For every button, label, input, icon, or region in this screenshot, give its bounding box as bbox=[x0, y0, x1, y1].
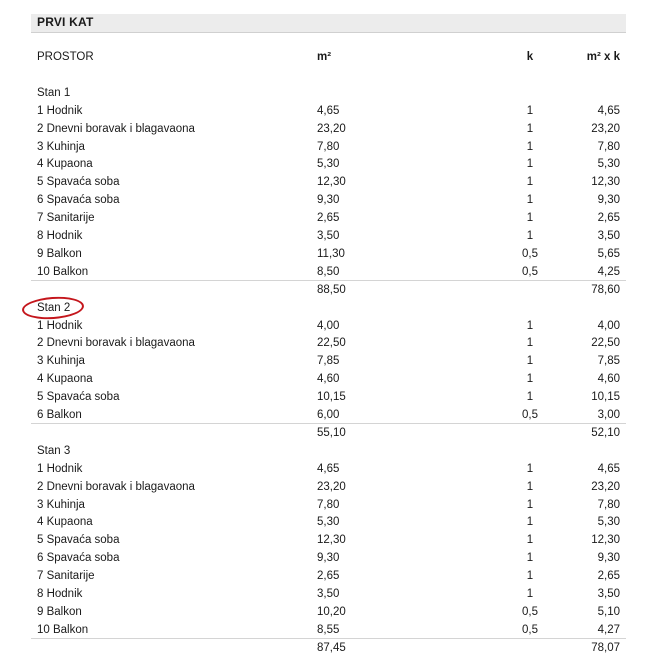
room-weighted-area: 5,10 bbox=[597, 605, 620, 618]
room-weighted-area: 23,20 bbox=[591, 480, 620, 493]
room-coefficient: 1 bbox=[526, 158, 534, 171]
table-row bbox=[0, 138, 653, 156]
room-weighted-area: 7,80 bbox=[597, 498, 620, 511]
room-weighted-area: 4,00 bbox=[597, 319, 620, 332]
room-name: 2 Dnevni boravak i blagavaona bbox=[37, 480, 195, 493]
room-weighted-area: 3,50 bbox=[597, 230, 620, 242]
table-row bbox=[0, 603, 653, 621]
total-weighted-area: 52,10 bbox=[591, 426, 620, 439]
room-coefficient: 1 bbox=[526, 122, 534, 135]
room-name: 9 Balkon bbox=[37, 247, 82, 260]
total-row bbox=[0, 639, 653, 657]
table-row bbox=[0, 370, 653, 388]
table-row bbox=[0, 155, 653, 173]
table-row bbox=[0, 173, 653, 191]
floor-title-bar bbox=[31, 14, 626, 33]
total-row bbox=[0, 281, 653, 299]
room-name: 1 Hodnik bbox=[37, 462, 83, 475]
column-header-m2k: m² x k bbox=[586, 51, 620, 63]
room-area: 8,50 bbox=[317, 265, 340, 278]
table-row bbox=[0, 531, 653, 549]
room-name: 5 Spavaća soba bbox=[37, 176, 120, 189]
room-coefficient: 1 bbox=[526, 534, 534, 547]
table-row bbox=[0, 352, 653, 370]
room-coefficient: 1 bbox=[526, 552, 534, 565]
room-coefficient: 1 bbox=[526, 570, 534, 583]
room-weighted-area: 23,20 bbox=[591, 122, 620, 135]
table-row bbox=[0, 245, 653, 263]
room-coefficient: 1 bbox=[526, 212, 534, 225]
room-coefficient: 0,5 bbox=[522, 409, 538, 421]
section-heading: Stan 2 bbox=[37, 301, 71, 314]
room-area: 5,30 bbox=[317, 516, 340, 529]
room-area: 2,65 bbox=[317, 570, 340, 583]
room-name: 10 Balkon bbox=[37, 265, 89, 278]
table-row bbox=[0, 317, 653, 335]
room-area: 10,20 bbox=[317, 605, 346, 618]
room-weighted-area: 12,30 bbox=[591, 534, 620, 547]
room-weighted-area: 3,50 bbox=[597, 588, 620, 600]
room-area: 3,50 bbox=[317, 230, 340, 242]
table-row bbox=[0, 388, 653, 406]
total-area: 55,10 bbox=[317, 426, 346, 439]
room-area: 7,80 bbox=[317, 140, 340, 153]
room-name: 1 Hodnik bbox=[37, 104, 83, 117]
room-weighted-area: 4,65 bbox=[597, 462, 620, 475]
room-area: 12,30 bbox=[317, 534, 346, 547]
total-row bbox=[0, 424, 653, 442]
table-row bbox=[0, 406, 653, 424]
room-weighted-area: 5,30 bbox=[597, 158, 620, 171]
room-area: 9,30 bbox=[317, 552, 340, 565]
room-coefficient: 1 bbox=[526, 462, 534, 475]
room-name: 1 Hodnik bbox=[37, 319, 83, 332]
room-area: 7,85 bbox=[317, 355, 340, 368]
room-name: 9 Balkon bbox=[37, 605, 82, 618]
room-weighted-area: 7,85 bbox=[597, 355, 620, 368]
section-heading-row bbox=[0, 84, 653, 102]
room-area: 22,50 bbox=[317, 337, 346, 350]
room-area: 8,55 bbox=[317, 623, 340, 636]
room-name: 10 Balkon bbox=[37, 623, 89, 636]
room-weighted-area: 5,65 bbox=[597, 247, 620, 260]
table-row bbox=[0, 263, 653, 281]
room-name: 3 Kuhinja bbox=[37, 140, 85, 153]
table-row bbox=[0, 334, 653, 352]
room-coefficient: 0,5 bbox=[522, 605, 538, 618]
room-weighted-area: 9,30 bbox=[597, 194, 620, 207]
room-coefficient: 1 bbox=[526, 176, 534, 189]
total-weighted-area: 78,60 bbox=[591, 283, 620, 296]
room-area: 4,65 bbox=[317, 104, 340, 117]
column-header-m2: m² bbox=[317, 51, 332, 63]
total-area: 87,45 bbox=[317, 641, 346, 654]
room-coefficient: 1 bbox=[526, 355, 534, 368]
room-area: 4,60 bbox=[317, 373, 340, 386]
room-weighted-area: 4,60 bbox=[597, 373, 620, 386]
column-header-prostor: PROSTOR bbox=[37, 51, 94, 63]
section-heading: Stan 3 bbox=[37, 444, 71, 457]
section-heading-row bbox=[0, 442, 653, 460]
room-area: 5,30 bbox=[317, 158, 340, 171]
room-area: 12,30 bbox=[317, 176, 346, 189]
table-row bbox=[0, 102, 653, 120]
room-weighted-area: 4,25 bbox=[597, 265, 620, 278]
room-coefficient: 1 bbox=[526, 319, 534, 332]
room-coefficient: 0,5 bbox=[522, 247, 538, 260]
room-weighted-area: 3,00 bbox=[597, 409, 620, 421]
room-weighted-area: 5,30 bbox=[597, 516, 620, 529]
section-heading: Stan 1 bbox=[37, 86, 71, 99]
room-weighted-area: 7,80 bbox=[597, 140, 620, 153]
room-name: 6 Balkon bbox=[37, 409, 82, 421]
room-name: 6 Spavaća soba bbox=[37, 194, 120, 207]
total-area: 88,50 bbox=[317, 283, 346, 296]
room-name: 5 Spavaća soba bbox=[37, 391, 120, 404]
room-name: 8 Hodnik bbox=[37, 230, 83, 242]
room-weighted-area: 22,50 bbox=[591, 337, 620, 350]
column-header-k: k bbox=[526, 51, 534, 63]
room-weighted-area: 9,30 bbox=[597, 552, 620, 565]
table-row bbox=[0, 549, 653, 567]
room-name: 3 Kuhinja bbox=[37, 355, 85, 368]
room-name: 8 Hodnik bbox=[37, 588, 83, 600]
room-area: 2,65 bbox=[317, 212, 340, 225]
room-coefficient: 1 bbox=[526, 104, 534, 117]
room-area: 10,15 bbox=[317, 391, 346, 404]
table-row bbox=[0, 585, 653, 603]
room-weighted-area: 4,27 bbox=[597, 623, 620, 636]
room-area: 4,65 bbox=[317, 462, 340, 475]
room-coefficient: 1 bbox=[526, 480, 534, 493]
room-weighted-area: 2,65 bbox=[597, 570, 620, 583]
room-weighted-area: 12,30 bbox=[591, 176, 620, 189]
room-name: 6 Spavaća soba bbox=[37, 552, 120, 565]
room-coefficient: 1 bbox=[526, 498, 534, 511]
table-row bbox=[0, 496, 653, 514]
room-coefficient: 1 bbox=[526, 337, 534, 350]
room-coefficient: 1 bbox=[526, 391, 534, 404]
table-row bbox=[0, 227, 653, 245]
room-weighted-area: 10,15 bbox=[591, 391, 620, 404]
room-name: 7 Sanitarije bbox=[37, 570, 95, 583]
floor-title: PRVI KAT bbox=[37, 15, 94, 29]
table-row bbox=[0, 460, 653, 478]
room-name: 2 Dnevni boravak i blagavaona bbox=[37, 337, 195, 350]
room-coefficient: 1 bbox=[526, 194, 534, 207]
room-coefficient: 1 bbox=[526, 230, 534, 242]
room-area: 6,00 bbox=[317, 409, 340, 421]
room-weighted-area: 2,65 bbox=[597, 212, 620, 225]
room-name: 3 Kuhinja bbox=[37, 498, 85, 511]
table-row bbox=[0, 567, 653, 585]
section-heading-row bbox=[0, 299, 653, 317]
room-name: 4 Kupaona bbox=[37, 516, 93, 529]
room-area: 7,80 bbox=[317, 498, 340, 511]
table-row bbox=[0, 209, 653, 227]
room-name: 5 Spavaća soba bbox=[37, 534, 120, 547]
room-area: 23,20 bbox=[317, 480, 346, 493]
room-coefficient: 0,5 bbox=[522, 623, 538, 636]
room-coefficient: 1 bbox=[526, 588, 534, 600]
room-name: 2 Dnevni boravak i blagavaona bbox=[37, 122, 195, 135]
table-row bbox=[0, 120, 653, 138]
room-weighted-area: 4,65 bbox=[597, 104, 620, 117]
room-name: 7 Sanitarije bbox=[37, 212, 95, 225]
room-area: 3,50 bbox=[317, 588, 340, 600]
table-row bbox=[0, 478, 653, 496]
column-header-row bbox=[0, 48, 653, 66]
room-coefficient: 1 bbox=[526, 516, 534, 529]
room-area: 4,00 bbox=[317, 319, 340, 332]
room-area: 23,20 bbox=[317, 122, 346, 135]
room-area: 9,30 bbox=[317, 194, 340, 207]
table-row bbox=[0, 191, 653, 209]
room-name: 4 Kupaona bbox=[37, 373, 93, 386]
table-row bbox=[0, 621, 653, 639]
room-coefficient: 1 bbox=[526, 140, 534, 153]
total-weighted-area: 78,07 bbox=[591, 641, 620, 654]
room-area: 11,30 bbox=[317, 247, 345, 260]
room-coefficient: 0,5 bbox=[522, 265, 538, 278]
room-name: 4 Kupaona bbox=[37, 158, 93, 171]
room-coefficient: 1 bbox=[526, 373, 534, 386]
table-row bbox=[0, 513, 653, 531]
